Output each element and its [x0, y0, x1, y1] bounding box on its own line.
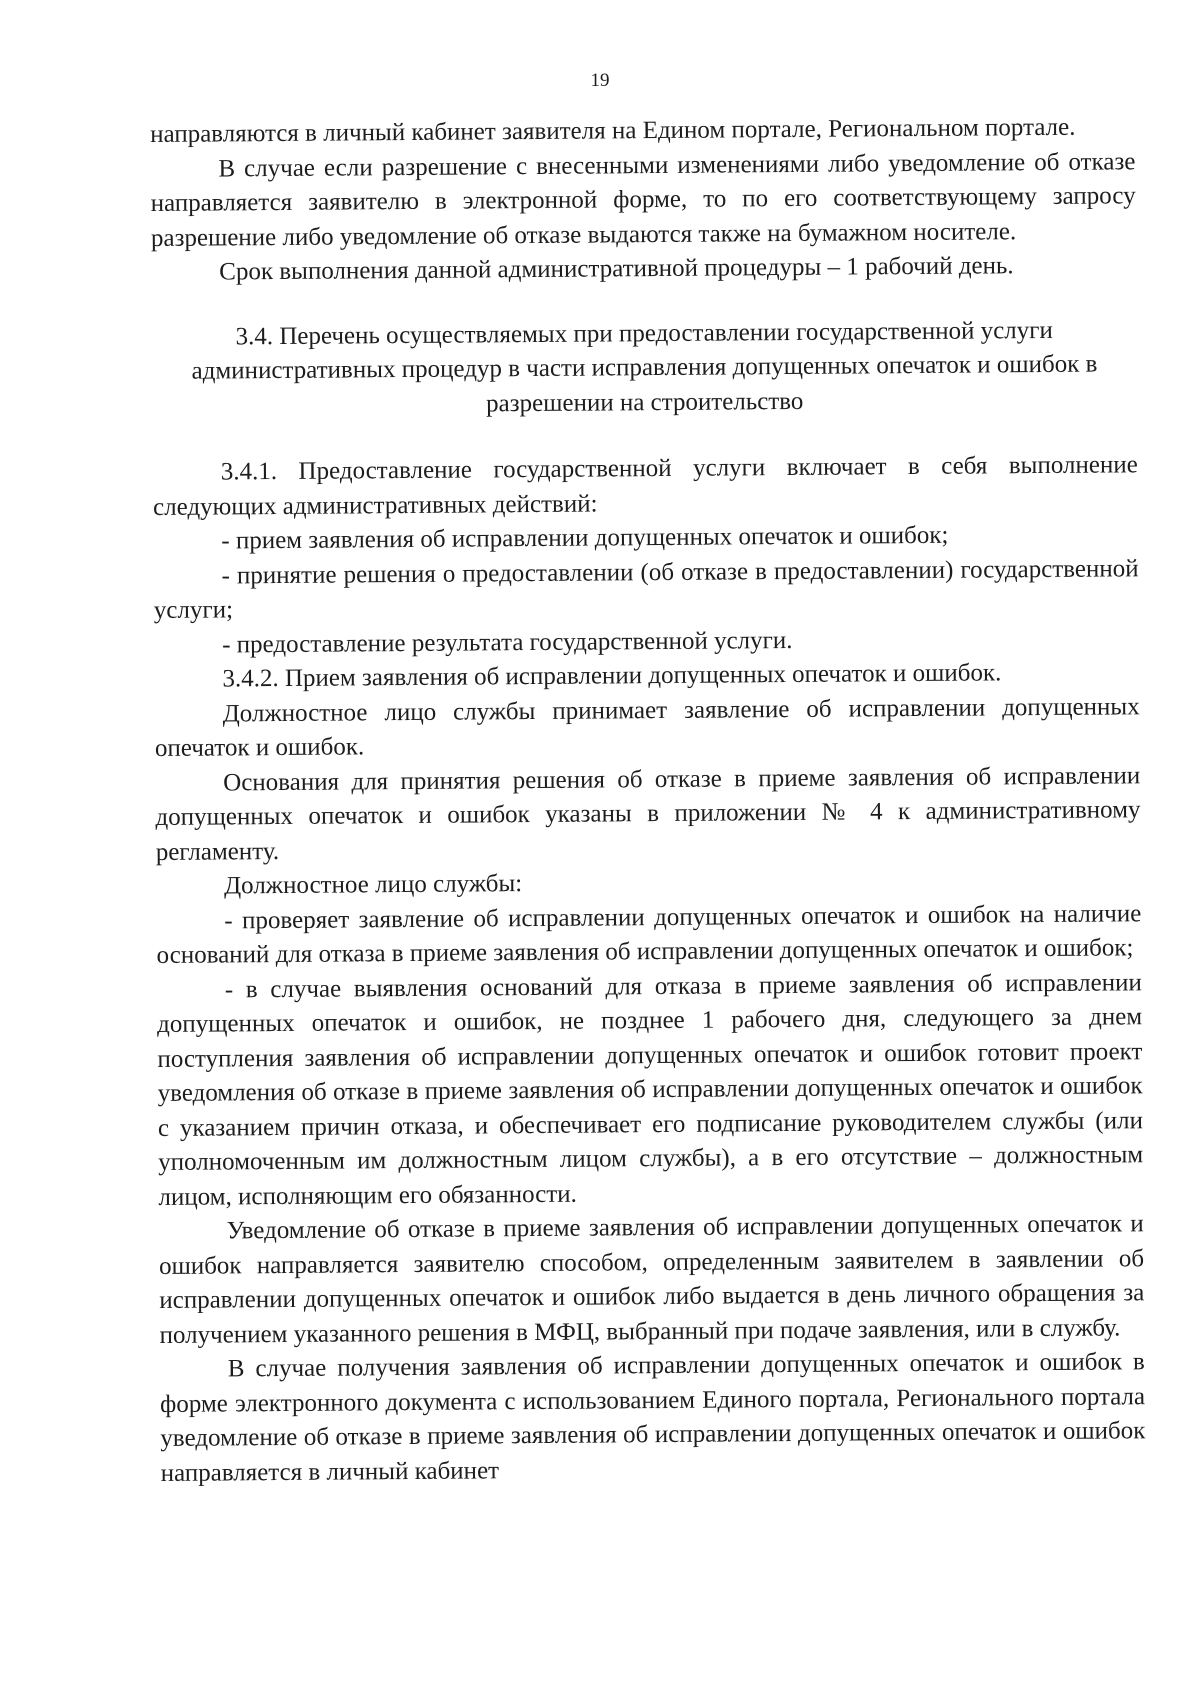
paragraph-official-accepts: Должностное лицо службы принимает заявление об исправлении допущенных опечаток и ошибок. — [154, 692, 1140, 762]
paragraph-electronic-form: В случае если разрешение с внесенными изменениями либо уведомление об отказе направляется заявителю в электронной форме, то по его соответствующему запросу разрешение либо уведомление об отказе выдаются также на бумажном носителе. — [150, 147, 1136, 252]
page-number: 19 — [590, 70, 610, 91]
paragraph-continuation: направляются в личный кабинет заявителя на Едином портале, Региональном портале. — [150, 113, 1076, 148]
paragraph-refusal-notice: Уведомление об отказе в приеме заявления об исправлении допущенных опечаток и ошибок направляется заявителю способом, определенным заявителем в заявлении об исправлении допущенных опечаток и ошибок либо выдается в день личного обращения за получением указанного решения в МФЦ, выбранный при подаче заявления, или в службу. — [158, 1210, 1145, 1349]
list-item: - принятие решения о предоставлении (об отказе в предоставлении) государственной услуги; — [153, 554, 1139, 624]
paragraph-refusal-grounds: Основания для принятия решения об отказе в приеме заявления об исправлении допущенных опечаток и ошибок указаны в приложении № 4 к административному регламенту. — [155, 761, 1141, 866]
paragraph-deadline: Срок выполнения данной административной процедуры – 1 рабочий день. — [219, 252, 1014, 286]
paragraph-3-4-2: 3.4.2. Прием заявления об исправлении допущенных опечаток и ошибок. — [222, 659, 1002, 693]
paragraph-3-4-1: 3.4.1. Предоставление государственной услуги включает в себя выполнение следующих административных действий: — [152, 451, 1138, 521]
paragraph-official-duties: Должностное лицо службы: — [223, 870, 523, 900]
list-item: - проверяет заявление об исправлении допущенных опечаток и ошибок на наличие оснований для отказа в приеме заявления об исправлении допущенных опечаток и ошибок; — [156, 899, 1142, 969]
list-item: - в случае выявления оснований для отказа в приеме заявления об исправлении допущенных опечаток и ошибок, не позднее 1 рабочего дня, следующего за днем поступления заявления об исправлении допущенных опечаток и ошибок готовит проект уведомления об отказе в приеме заявления об исправлении допущенных опечаток и ошибок с указанием причин отказа, и обеспечивает его подписание руководителем службы (или уполномоченным им должностным лицом службы), а в его отсутствие – должностным лицом, исполняющим его обязанности. — [157, 968, 1144, 1211]
list-item: - предоставление результата государственной услуги. — [222, 626, 793, 658]
document-body — [150, 110, 1146, 1491]
paragraph-electronic-receipt: В случае получения заявления об исправлении допущенных опечаток и ошибок в форме электронного документа с использованием Единого портала, Регионального портала уведомление об отказе в приеме заявления об исправлении допущенных опечаток и ошибок направляется в личный кабинет — [159, 1348, 1146, 1487]
section-heading: 3.4. Перечень осуществляемых при предоставлении государственной услуги административных процедур в части исправления допущенных опечаток и ошибок в разрешении на строительство — [191, 316, 1098, 417]
list-item: - прием заявления об исправлении допущенных опечаток и ошибок; — [221, 521, 949, 555]
